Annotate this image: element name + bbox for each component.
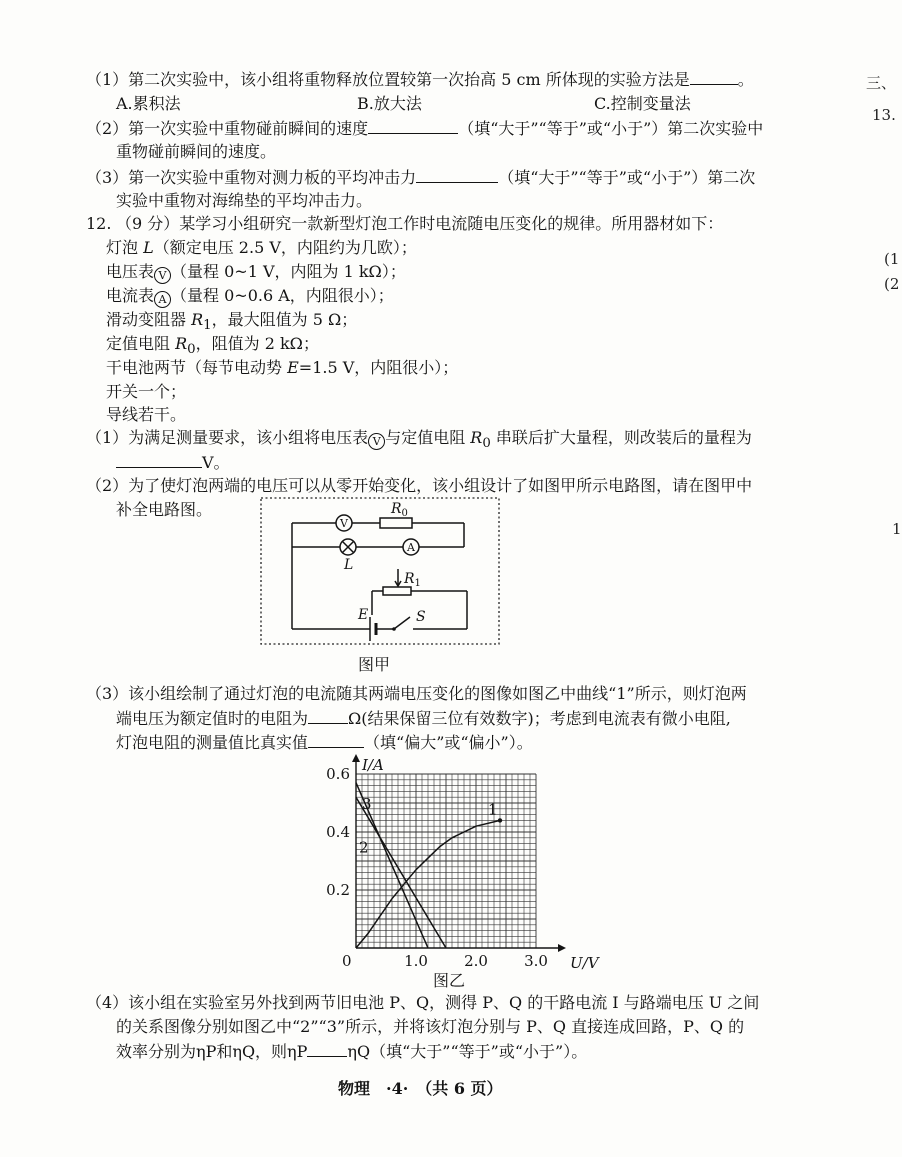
switch-pivot [392,627,396,631]
q12-part3-cont1 [116,707,731,730]
q12-part1-unit: V。 [202,453,230,472]
q11-part1-blank[interactable] [690,68,738,85]
q12-part1-text-c: 串联后扩大量程，则改装后的量程为 [490,428,752,447]
x-axis-label: U/V [570,954,599,972]
q11-option-c: C.控制变量法 [594,94,691,113]
series-3-label: 3 [362,794,372,813]
q12-part2: （2）为了使灯泡两端的电压可以从零开始变化，该小组设计了如图甲所示电路图，请在图甲中 [86,476,753,495]
q11-part3 [86,166,755,189]
q11-part3-blank[interactable] [416,166,498,183]
equip-lamp-spec: （额定电压 2.5 V，内阻约为几欧）； [153,238,417,257]
q12-part4-blank[interactable] [307,1040,347,1057]
margin-fragment: 三、 [866,74,897,92]
equip-battery-symbol: E [287,358,299,377]
equip-switch: 开关一个； [106,382,187,401]
margin-fragment: 1 [892,520,902,538]
q12-part1-text-b: 与定值电阻 [385,428,471,447]
q12-part4-text-b: ηQ（填“大于”“等于”或“小于”）。 [347,1042,588,1061]
equip-voltmeter-spec: （量程 0~1 V，内阻为 1 kΩ）； [171,262,406,281]
equip-rheostat-spec: ，最大阻值为 5 Ω； [211,310,358,329]
q11-option-b: B.放大法 [357,94,422,113]
q11-part2-cont: 重物碰前瞬间的速度。 [116,142,277,161]
y-tick-label: 0.4 [326,823,350,841]
series-2-label: 2 [359,838,369,857]
q12-part2-cont: 补全电路图。 [116,500,213,519]
q12-part3-text-d: （填“偏大”或“偏小”）。 [364,733,533,752]
label-switch: S [416,609,426,625]
equip-battery-label: 干电池两节（每节电动势 [106,358,288,377]
q11-option-a: A.累积法 [116,94,181,113]
margin-fragment: (1 [884,250,900,268]
equip-ammeter-spec: （量程 0~0.6 A，内阻很小）； [171,286,394,305]
q12-part4-cont1: 的关系图像分别如图乙中“2”“3”所示，并将该灯泡分别与 P、Q 直接连成回路，P、Q 的 [116,1017,745,1036]
q12-part3-text-b: Ω(结果保留三位有效数字)；考虑到电流表有微小电阻, [348,709,731,728]
voltmeter-icon: V [368,433,385,450]
q12-part3-text-c: 灯泡电阻的测量值比真实值 [116,733,309,752]
q12-part1-r-symbol: R [470,428,483,447]
y-axis-arrow [352,754,360,762]
q11-part3-cont: 实验中重物对海绵垫的平均冲击力。 [116,191,373,210]
q12-part1-cont [116,451,230,474]
q11-part3-text-a: （3）第一次实验中重物对测力板的平均冲击力 [86,168,417,187]
equip-ammeter [106,285,394,308]
equip-voltmeter [106,261,406,284]
equip-resistor-spec: ，阻值为 2 kΩ； [195,334,319,353]
equip-rheostat-subscript: 1 [203,318,212,334]
q11-part3-text-b: （填“大于”“等于”或“小于”）第二次 [498,168,756,187]
q11-part1 [86,68,754,91]
rheostat-r1-symbol [383,587,411,595]
equip-ammeter-label: 电流表 [106,286,155,305]
equip-battery-spec: =1.5 V，内阻很小）； [298,358,459,377]
figure-yi-caption: 图乙 [433,971,466,990]
graph-curves [356,783,502,948]
origin-label: 0 [342,952,352,970]
graph-grid [356,774,536,948]
label-r1: $R_1$ [404,571,421,589]
q12-part1-blank[interactable] [116,451,202,468]
circuit-diagram[interactable] [260,497,500,647]
equip-resistor-symbol: R [175,334,188,353]
q11-part1-text: （1）第二次实验中，该小组将重物释放位置较第一次抬高 5 cm 所体现的实验方法是 [86,70,690,89]
voltmeter-letter: V [340,517,348,530]
switch-blade[interactable] [394,617,410,629]
q12-number: 12. [86,214,112,233]
x-tick-label: 3.0 [524,952,548,970]
ammeter-icon: A [154,291,171,308]
label-lamp: L [344,557,354,573]
margin-fragment: (2 [884,275,900,293]
q12-part3-blank-bias[interactable] [308,731,364,748]
equip-wires: 导线若干。 [106,405,187,424]
x-axis-arrow [558,944,566,952]
ammeter-letter: A [407,541,415,554]
q12-part1-text-a: （1）为满足测量要求，该小组将电压表 [86,428,369,447]
equip-rheostat-symbol: R [191,310,204,329]
equip-resistor-subscript: 0 [187,342,196,358]
q11-part2-text-b: （填“大于”“等于”或“小于”）第二次实验中 [458,119,764,138]
page-footer: 物理 ·4· （共 6 页） [338,1079,503,1098]
series-1-endpoint [498,818,502,822]
q11-part2-text-a: （2）第一次实验中重物碰前瞬间的速度 [86,119,369,138]
equip-voltmeter-label: 电压表 [106,262,155,281]
margin-fragment: 13. [872,106,896,124]
label-battery: E [358,607,369,623]
figure-jia-caption: 图甲 [358,655,391,674]
x-tick-label: 2.0 [464,952,488,970]
q12-intro: （9 分）某学习小组研究一款新型灯泡工作时电流随电压变化的规律。所用器材如下： [116,214,724,233]
q12-part4-cont2 [116,1040,587,1063]
equip-lamp-symbol: L [143,238,154,257]
label-r0: $R_0$ [391,501,408,519]
equip-battery [106,357,458,379]
equip-lamp-label: 灯泡 [106,238,144,257]
q11-part2-blank[interactable] [368,117,458,134]
resistor-r0-symbol [380,518,412,528]
q11-part2 [86,117,763,140]
equip-resistor-label: 定值电阻 [106,334,176,353]
q12-part3-blank-resistance[interactable] [308,707,348,724]
graph-ticks [326,765,548,970]
q12-part4-text-a: 效率分别为ηP和ηQ，则ηP [116,1042,308,1061]
q12-part3: （3）该小组绘制了通过灯泡的电流随其两端电压变化的图像如图乙中曲线“1”所示，则灯泡两 [86,684,747,703]
q11-part1-end: 。 [737,70,754,89]
x-tick-label: 1.0 [404,952,428,970]
q12-part4: （4）该小组在实验室另外找到两节旧电池 P、Q，测得 P、Q 的干路电流 I 与路端电压 U 之间 [86,993,760,1012]
voltmeter-icon: V [154,267,171,284]
q12-part1-r-subscript: 0 [482,436,491,452]
q12-part3-text-a: 端电压为额定值时的电阻为 [116,709,309,728]
equip-rheostat-label: 滑动变阻器 [106,310,192,329]
y-tick-label: 0.6 [326,765,350,783]
y-axis-label: I/A [362,756,384,774]
y-tick-label: 0.2 [326,881,350,899]
series-1-label: 1 [488,800,498,819]
equip-lamp [106,237,417,259]
iu-graph [300,748,600,978]
